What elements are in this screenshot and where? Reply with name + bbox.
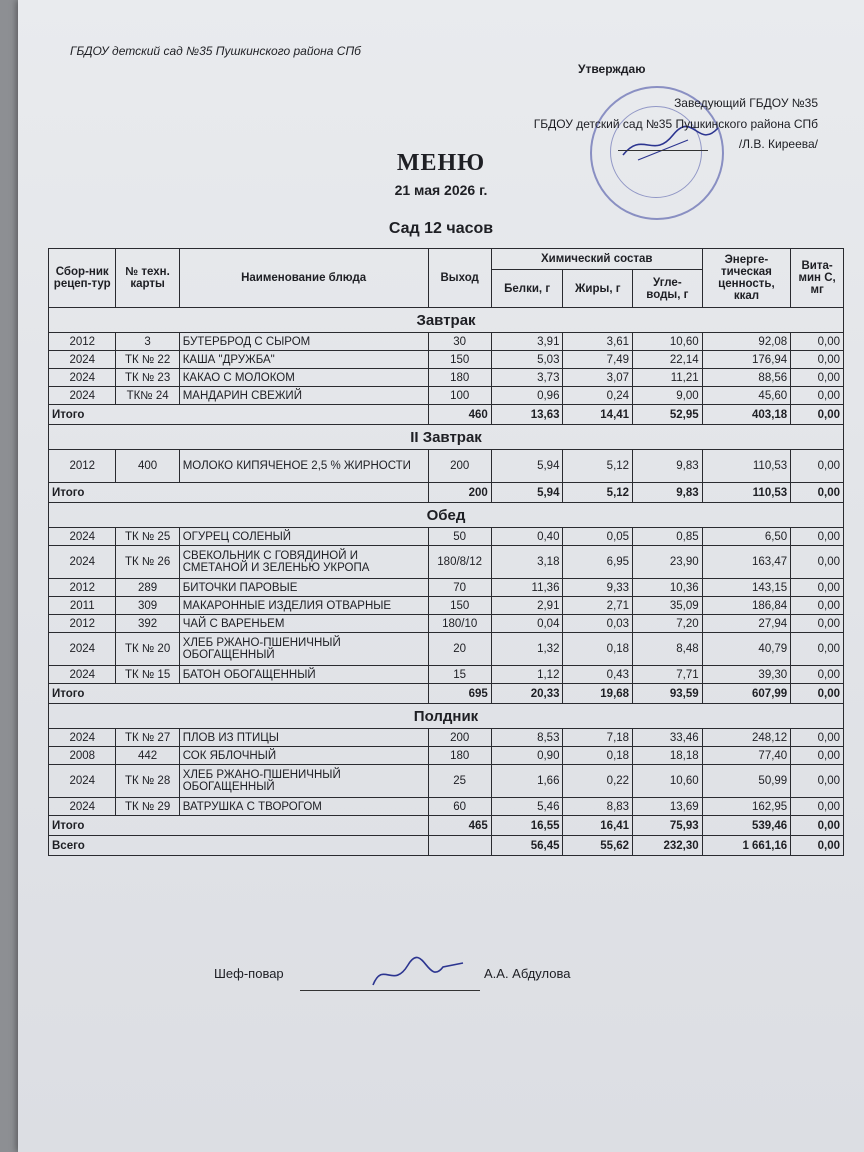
total-label: Итого <box>49 405 429 425</box>
header-energy: Энерге-тическая ценность, ккал <box>702 249 791 308</box>
portion-cell: 150 <box>428 351 491 369</box>
table-row <box>49 369 844 387</box>
portion-cell: 180/8/12 <box>428 546 491 579</box>
tech-card-cell: ТК № 28 <box>116 765 179 798</box>
energy-cell: 143,15 <box>702 579 791 597</box>
energy-cell: 39,30 <box>702 666 791 684</box>
vitamin-c-cell: 0,00 <box>791 798 844 816</box>
recipe-book-cell: 2024 <box>49 666 116 684</box>
table-row <box>49 546 844 579</box>
section-header <box>49 425 844 450</box>
recipe-book-cell: 2012 <box>49 333 116 351</box>
total-label: Итого <box>49 816 429 836</box>
menu-date: 21 мая 2026 г. <box>394 182 488 198</box>
fat-cell: 6,95 <box>563 546 633 579</box>
recipe-book-cell: 2024 <box>49 546 116 579</box>
portion-cell: 460 <box>428 405 491 425</box>
portion-cell: 50 <box>428 528 491 546</box>
protein-cell: 0,96 <box>491 387 563 405</box>
dish-name-cell: ХЛЕБ РЖАНО-ПШЕНИЧНЫЙ ОБОГАЩЕННЫЙ <box>179 765 428 798</box>
carbs-cell: 9,83 <box>633 450 703 483</box>
energy-cell: 1 661,16 <box>702 836 791 856</box>
table-row <box>49 579 844 597</box>
fat-cell: 8,83 <box>563 798 633 816</box>
menu-subtitle: Сад 12 часов <box>388 220 494 237</box>
energy-cell: 45,60 <box>702 387 791 405</box>
energy-cell: 248,12 <box>702 729 791 747</box>
table-row <box>49 765 844 798</box>
energy-cell: 110,53 <box>702 483 791 503</box>
vitamin-c-cell: 0,00 <box>791 369 844 387</box>
tech-card-cell: ТК № 15 <box>116 666 179 684</box>
dish-name-cell: ХЛЕБ РЖАНО-ПШЕНИЧНЫЙ ОБОГАЩЕННЫЙ <box>179 633 428 666</box>
dish-name-cell: БИТОЧКИ ПАРОВЫЕ <box>179 579 428 597</box>
chef-signature <box>368 955 478 995</box>
vitamin-c-cell: 0,00 <box>791 405 844 425</box>
energy-cell: 539,46 <box>702 816 791 836</box>
vitamin-c-cell: 0,00 <box>791 387 844 405</box>
tech-card-cell: ТК№ 24 <box>116 387 179 405</box>
carbs-cell: 13,69 <box>633 798 703 816</box>
total-row <box>49 405 844 425</box>
fat-cell: 19,68 <box>563 684 633 704</box>
recipe-book-cell: 2024 <box>49 387 116 405</box>
recipe-book-cell: 2024 <box>49 351 116 369</box>
protein-cell: 3,73 <box>491 369 563 387</box>
protein-cell: 5,94 <box>491 483 563 503</box>
section-header <box>49 503 844 528</box>
section-title: Полдник <box>49 704 844 729</box>
recipe-book-cell: 2011 <box>49 597 116 615</box>
energy-cell: 110,53 <box>702 450 791 483</box>
fat-cell: 14,41 <box>563 405 633 425</box>
energy-cell: 77,40 <box>702 747 791 765</box>
portion-cell: 180 <box>428 747 491 765</box>
portion-cell: 15 <box>428 666 491 684</box>
dish-name-cell: МОЛОКО КИПЯЧЕНОЕ 2,5 % ЖИРНОСТИ <box>179 450 428 483</box>
dish-name-cell: СВЕКОЛЬНИК С ГОВЯДИНОЙ И СМЕТАНОЙ И ЗЕЛЕНЬЮ УКРОПА <box>179 546 428 579</box>
header-fat: Жиры, г <box>563 270 633 308</box>
carbs-cell: 35,09 <box>633 597 703 615</box>
total-row <box>49 483 844 503</box>
energy-cell: 92,08 <box>702 333 791 351</box>
portion-cell: 150 <box>428 597 491 615</box>
carbs-cell: 7,71 <box>633 666 703 684</box>
fat-cell: 7,49 <box>563 351 633 369</box>
vitamin-c-cell: 0,00 <box>791 633 844 666</box>
protein-cell: 0,04 <box>491 615 563 633</box>
energy-cell: 50,99 <box>702 765 791 798</box>
tech-card-cell: ТК № 27 <box>116 729 179 747</box>
portion-cell: 180/10 <box>428 615 491 633</box>
table-row <box>49 747 844 765</box>
protein-cell: 0,90 <box>491 747 563 765</box>
portion-cell: 180 <box>428 369 491 387</box>
protein-cell: 1,66 <box>491 765 563 798</box>
dish-name-cell: ВАТРУШКА С ТВОРОГОМ <box>179 798 428 816</box>
vitamin-c-cell: 0,00 <box>791 816 844 836</box>
total-row <box>49 816 844 836</box>
header-tech-card: № техн. карты <box>116 249 179 308</box>
protein-cell: 56,45 <box>491 836 563 856</box>
dish-name-cell: КАША "ДРУЖБА" <box>179 351 428 369</box>
energy-cell: 88,56 <box>702 369 791 387</box>
tech-card-cell: 392 <box>116 615 179 633</box>
total-row <box>49 684 844 704</box>
vitamin-c-cell: 0,00 <box>791 615 844 633</box>
energy-cell: 162,95 <box>702 798 791 816</box>
carbs-cell: 52,95 <box>633 405 703 425</box>
tech-card-cell: 442 <box>116 747 179 765</box>
table-row <box>49 633 844 666</box>
vitamin-c-cell: 0,00 <box>791 666 844 684</box>
vitamin-c-cell: 0,00 <box>791 729 844 747</box>
total-label: Итого <box>49 684 429 704</box>
carbs-cell: 9,83 <box>633 483 703 503</box>
grand-total-row <box>49 836 844 856</box>
tech-card-cell: ТК № 22 <box>116 351 179 369</box>
fat-cell: 0,05 <box>563 528 633 546</box>
dish-name-cell: БАТОН ОБОГАЩЕННЫЙ <box>179 666 428 684</box>
table-row <box>49 333 844 351</box>
dish-name-cell: КАКАО С МОЛОКОМ <box>179 369 428 387</box>
energy-cell: 607,99 <box>702 684 791 704</box>
recipe-book-cell: 2012 <box>49 615 116 633</box>
chef-name: А.А. Абдулова <box>484 966 571 981</box>
header-recipe-book: Сбор-ник рецеп-тур <box>49 249 116 308</box>
recipe-book-cell: 2024 <box>49 765 116 798</box>
approve-line-organization: ГБДОУ детский сад №35 Пушкинского района СПб <box>533 117 818 131</box>
vitamin-c-cell: 0,00 <box>791 597 844 615</box>
vitamin-c-cell: 0,00 <box>791 351 844 369</box>
carbs-cell: 8,48 <box>633 633 703 666</box>
vitamin-c-cell: 0,00 <box>791 333 844 351</box>
carbs-cell: 10,60 <box>633 765 703 798</box>
carbs-cell: 10,36 <box>633 579 703 597</box>
table-row <box>49 615 844 633</box>
portion-cell: 70 <box>428 579 491 597</box>
dish-name-cell: БУТЕРБРОД С СЫРОМ <box>179 333 428 351</box>
section-header <box>49 308 844 333</box>
protein-cell: 3,91 <box>491 333 563 351</box>
menu-table <box>48 248 844 856</box>
fat-cell: 16,41 <box>563 816 633 836</box>
energy-cell: 163,47 <box>702 546 791 579</box>
carbs-cell: 9,00 <box>633 387 703 405</box>
recipe-book-cell: 2024 <box>49 528 116 546</box>
tech-card-cell: 3 <box>116 333 179 351</box>
portion-cell: 30 <box>428 333 491 351</box>
vitamin-c-cell: 0,00 <box>791 528 844 546</box>
portion-cell: 200 <box>428 729 491 747</box>
fat-cell: 0,22 <box>563 765 633 798</box>
fat-cell: 7,18 <box>563 729 633 747</box>
carbs-cell: 22,14 <box>633 351 703 369</box>
carbs-cell: 10,60 <box>633 333 703 351</box>
carbs-cell: 7,20 <box>633 615 703 633</box>
recipe-book-cell: 2012 <box>49 579 116 597</box>
protein-cell: 3,18 <box>491 546 563 579</box>
protein-cell: 13,63 <box>491 405 563 425</box>
protein-cell: 16,55 <box>491 816 563 836</box>
protein-cell: 5,94 <box>491 450 563 483</box>
vitamin-c-cell: 0,00 <box>791 579 844 597</box>
section-title: II Завтрак <box>49 425 844 450</box>
fat-cell: 0,24 <box>563 387 633 405</box>
paper-sheet <box>18 0 864 1152</box>
fat-cell: 5,12 <box>563 483 633 503</box>
header-chemical-composition: Химический состав <box>491 249 702 270</box>
portion-cell <box>428 836 491 856</box>
header-carbs: Угле-воды, г <box>633 270 703 308</box>
fat-cell: 9,33 <box>563 579 633 597</box>
header-protein: Белки, г <box>491 270 563 308</box>
vitamin-c-cell: 0,00 <box>791 765 844 798</box>
energy-cell: 6,50 <box>702 528 791 546</box>
energy-cell: 176,94 <box>702 351 791 369</box>
protein-cell: 2,91 <box>491 597 563 615</box>
header-vitamin-c: Вита-мин С, мг <box>791 249 844 308</box>
vitamin-c-cell: 0,00 <box>791 546 844 579</box>
protein-cell: 1,32 <box>491 633 563 666</box>
table-row <box>49 387 844 405</box>
section-title: Завтрак <box>49 308 844 333</box>
tech-card-cell: ТК № 25 <box>116 528 179 546</box>
energy-cell: 40,79 <box>702 633 791 666</box>
page-title: МЕНЮ <box>396 150 486 176</box>
portion-cell: 20 <box>428 633 491 666</box>
vitamin-c-cell: 0,00 <box>791 684 844 704</box>
carbs-cell: 0,85 <box>633 528 703 546</box>
fat-cell: 55,62 <box>563 836 633 856</box>
carbs-cell: 33,46 <box>633 729 703 747</box>
approve-line-position: Заведующий ГБДОУ №35 <box>674 96 818 110</box>
fat-cell: 3,61 <box>563 333 633 351</box>
recipe-book-cell: 2024 <box>49 729 116 747</box>
portion-cell: 60 <box>428 798 491 816</box>
tech-card-cell: ТК № 29 <box>116 798 179 816</box>
table-row <box>49 597 844 615</box>
tech-card-cell: 309 <box>116 597 179 615</box>
recipe-book-cell: 2008 <box>49 747 116 765</box>
table-row <box>49 450 844 483</box>
dish-name-cell: ОГУРЕЦ СОЛЕНЫЙ <box>179 528 428 546</box>
recipe-book-cell: 2012 <box>49 450 116 483</box>
protein-cell: 5,46 <box>491 798 563 816</box>
fat-cell: 0,18 <box>563 747 633 765</box>
fat-cell: 0,03 <box>563 615 633 633</box>
energy-cell: 27,94 <box>702 615 791 633</box>
tech-card-cell: 289 <box>116 579 179 597</box>
vitamin-c-cell: 0,00 <box>791 836 844 856</box>
fat-cell: 5,12 <box>563 450 633 483</box>
grand-total-label: Всего <box>49 836 429 856</box>
carbs-cell: 232,30 <box>633 836 703 856</box>
chef-label: Шеф-повар <box>214 966 284 981</box>
recipe-book-cell: 2024 <box>49 369 116 387</box>
fat-cell: 3,07 <box>563 369 633 387</box>
dish-name-cell: ЧАЙ С ВАРЕНЬЕМ <box>179 615 428 633</box>
protein-cell: 5,03 <box>491 351 563 369</box>
approve-line-name: /Л.В. Киреева/ <box>738 137 818 151</box>
table-row <box>49 528 844 546</box>
protein-cell: 11,36 <box>491 579 563 597</box>
portion-cell: 200 <box>428 450 491 483</box>
dish-name-cell: СОК ЯБЛОЧНЫЙ <box>179 747 428 765</box>
section-header <box>49 704 844 729</box>
dish-name-cell: МАНДАРИН СВЕЖИЙ <box>179 387 428 405</box>
portion-cell: 695 <box>428 684 491 704</box>
vitamin-c-cell: 0,00 <box>791 450 844 483</box>
tech-card-cell: 400 <box>116 450 179 483</box>
protein-cell: 8,53 <box>491 729 563 747</box>
tech-card-cell: ТК № 20 <box>116 633 179 666</box>
carbs-cell: 11,21 <box>633 369 703 387</box>
total-label: Итого <box>49 483 429 503</box>
carbs-cell: 18,18 <box>633 747 703 765</box>
organization-name: ГБДОУ детский сад №35 Пушкинского района СПб <box>70 44 361 58</box>
portion-cell: 100 <box>428 387 491 405</box>
section-title: Обед <box>49 503 844 528</box>
vitamin-c-cell: 0,00 <box>791 747 844 765</box>
portion-cell: 465 <box>428 816 491 836</box>
recipe-book-cell: 2024 <box>49 633 116 666</box>
protein-cell: 0,40 <box>491 528 563 546</box>
carbs-cell: 75,93 <box>633 816 703 836</box>
dish-name-cell: ПЛОВ ИЗ ПТИЦЫ <box>179 729 428 747</box>
dish-name-cell: МАКАРОННЫЕ ИЗДЕЛИЯ ОТВАРНЫЕ <box>179 597 428 615</box>
energy-cell: 186,84 <box>702 597 791 615</box>
energy-cell: 403,18 <box>702 405 791 425</box>
table-row <box>49 666 844 684</box>
table-row <box>49 351 844 369</box>
portion-cell: 200 <box>428 483 491 503</box>
table-row <box>49 798 844 816</box>
carbs-cell: 93,59 <box>633 684 703 704</box>
portion-cell: 25 <box>428 765 491 798</box>
header-portion: Выход <box>428 249 491 308</box>
table-row <box>49 729 844 747</box>
fat-cell: 0,43 <box>563 666 633 684</box>
menu-body <box>49 308 844 856</box>
fat-cell: 0,18 <box>563 633 633 666</box>
tech-card-cell: ТК № 26 <box>116 546 179 579</box>
fat-cell: 2,71 <box>563 597 633 615</box>
vitamin-c-cell: 0,00 <box>791 483 844 503</box>
tech-card-cell: ТК № 23 <box>116 369 179 387</box>
recipe-book-cell: 2024 <box>49 798 116 816</box>
protein-cell: 1,12 <box>491 666 563 684</box>
protein-cell: 20,33 <box>491 684 563 704</box>
approve-label: Утверждаю <box>578 62 646 76</box>
header-dish-name: Наименование блюда <box>179 249 428 308</box>
carbs-cell: 23,90 <box>633 546 703 579</box>
